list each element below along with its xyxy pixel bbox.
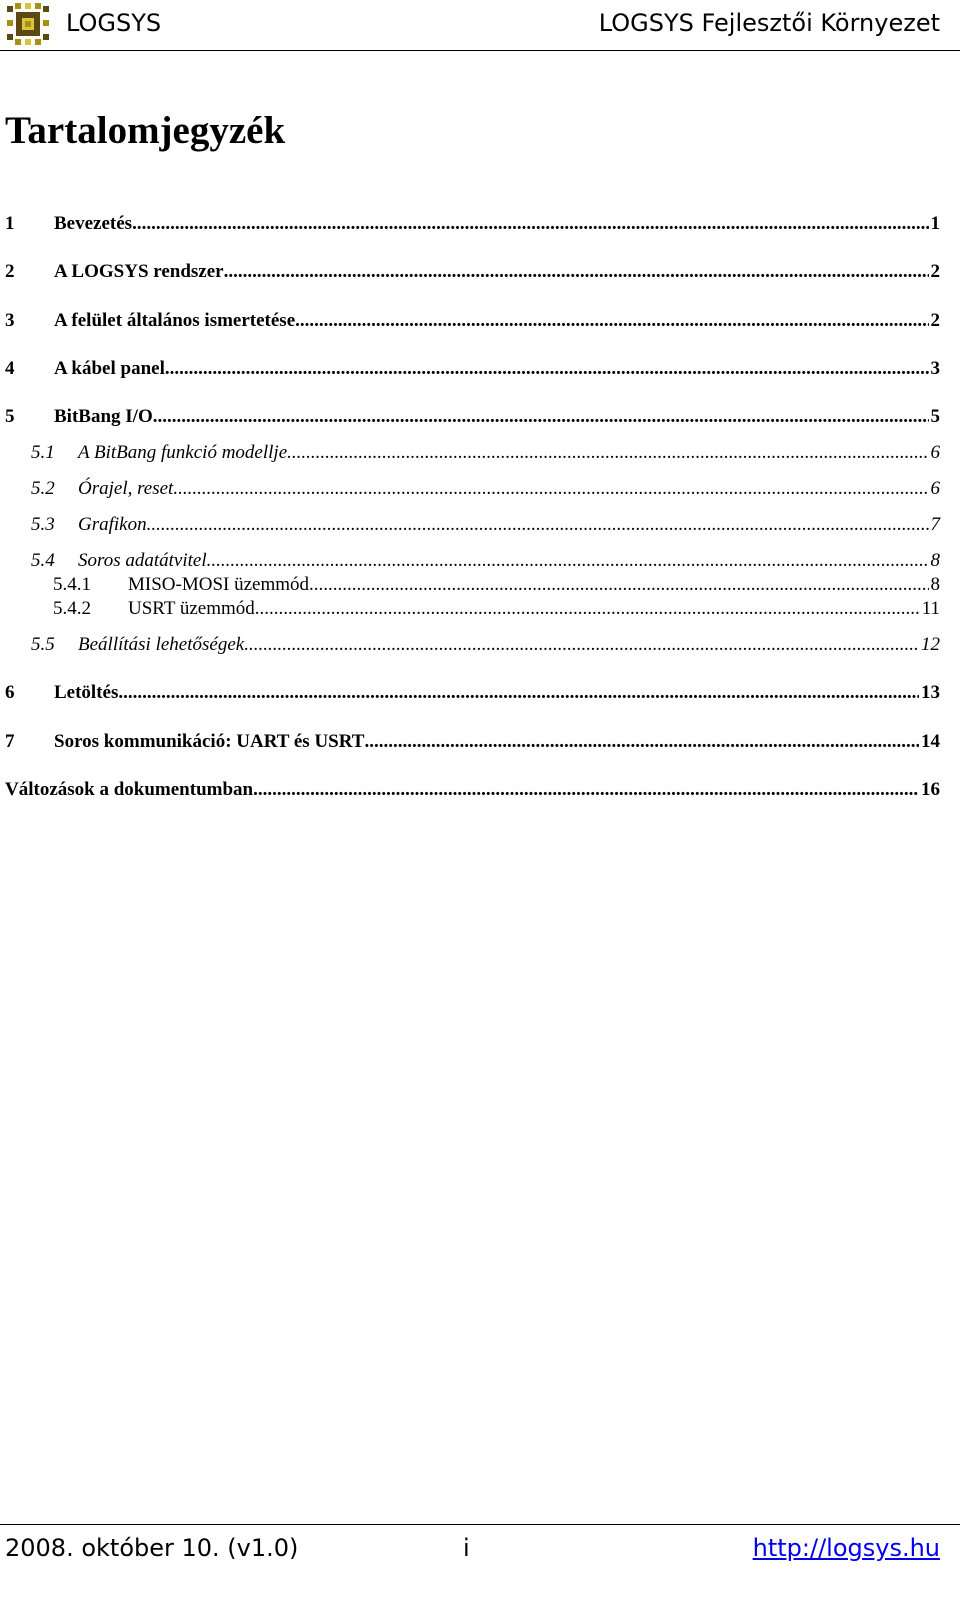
toc-dot-leader bbox=[132, 212, 928, 236]
toc-entry-page: 6 bbox=[930, 442, 940, 463]
toc-entry-number: 5 bbox=[5, 406, 15, 427]
toc-dot-leader bbox=[364, 730, 919, 754]
toc-entry-title: Beállítási lehetőségek bbox=[78, 634, 245, 655]
toc-dot-leader bbox=[255, 597, 920, 621]
toc-entry[interactable] bbox=[5, 212, 940, 236]
toc-dot-leader bbox=[309, 573, 928, 597]
toc-entry-number: 5.1 bbox=[31, 442, 55, 463]
toc-entry[interactable] bbox=[5, 405, 940, 429]
toc-heading: Tartalomjegyzék bbox=[5, 109, 286, 152]
toc-entry-number: 5.4.2 bbox=[53, 598, 91, 619]
toc-entry[interactable] bbox=[31, 441, 940, 465]
toc-entry[interactable] bbox=[5, 730, 940, 754]
toc-entry-title: Bevezetés bbox=[54, 213, 133, 234]
toc-dot-leader bbox=[295, 309, 928, 333]
toc-entry-page: 11 bbox=[921, 598, 940, 619]
toc-entry-number: 2 bbox=[5, 261, 15, 282]
toc-entry-page: 5 bbox=[930, 406, 940, 427]
toc-entry[interactable] bbox=[31, 513, 940, 537]
document-title: LOGSYS Fejlesztői Környezet bbox=[598, 9, 940, 37]
toc-dot-leader bbox=[118, 681, 919, 705]
toc-entry-number: 6 bbox=[5, 682, 15, 703]
toc-entry[interactable] bbox=[5, 681, 940, 705]
toc-entry-number: 5.4 bbox=[31, 550, 55, 571]
toc-entry[interactable] bbox=[5, 778, 940, 802]
toc-entry-number: 1 bbox=[5, 213, 15, 234]
toc-entry-number: 5.5 bbox=[31, 634, 55, 655]
toc-entry-title: Grafikon bbox=[78, 514, 147, 535]
toc-entry-title: A BitBang funkció modellje bbox=[78, 442, 288, 463]
toc-entry-title: A kábel panel bbox=[54, 358, 165, 379]
toc-entry-number: 7 bbox=[5, 731, 15, 752]
toc-entry-title: USRT üzemmód bbox=[128, 598, 255, 619]
toc-entry-page: 1 bbox=[930, 213, 940, 234]
toc-entry[interactable] bbox=[31, 633, 940, 657]
toc-entry-number: 5.4.1 bbox=[53, 574, 91, 595]
page-footer bbox=[0, 1524, 960, 1575]
toc-dot-leader bbox=[165, 357, 929, 381]
toc-entry-page: 6 bbox=[930, 478, 940, 499]
toc-entry-page: 8 bbox=[930, 574, 940, 595]
toc-entry[interactable] bbox=[5, 309, 940, 333]
toc-entry[interactable] bbox=[31, 477, 940, 501]
toc-dot-leader bbox=[287, 441, 928, 465]
toc-entry-title: Változások a dokumentumban bbox=[5, 779, 254, 800]
toc-entry-title: A felület általános ismertetése bbox=[54, 310, 296, 331]
toc-entry[interactable] bbox=[31, 549, 940, 573]
toc-entry-page: 2 bbox=[930, 261, 940, 282]
toc-entry-title: MISO-MOSI üzemmód bbox=[128, 574, 310, 595]
logsys-chip-logo-icon bbox=[7, 3, 49, 45]
footer-date: 2008. október 10. (v1.0) bbox=[5, 1534, 299, 1562]
toc-entry-page: 14 bbox=[921, 731, 940, 752]
toc-entry-title: Soros kommunikáció: UART és USRT bbox=[54, 731, 365, 752]
toc-entry-page: 12 bbox=[921, 634, 940, 655]
toc-entry-page: 3 bbox=[930, 358, 940, 379]
toc-entry-page: 8 bbox=[930, 550, 940, 571]
website-link[interactable]: http://logsys.hu bbox=[752, 1534, 940, 1562]
toc-entry-title: Soros adatátvitel bbox=[78, 550, 207, 571]
toc-dot-leader bbox=[253, 778, 919, 802]
toc-entry[interactable] bbox=[5, 260, 940, 284]
toc-entry-number: 5.3 bbox=[31, 514, 55, 535]
toc-entry-page: 7 bbox=[930, 514, 940, 535]
toc-dot-leader bbox=[244, 633, 919, 657]
toc-entry-title: Órajel, reset bbox=[78, 478, 174, 499]
toc-entry[interactable] bbox=[5, 357, 940, 381]
toc-entry-title: BitBang I/O bbox=[54, 406, 153, 427]
toc-dot-leader bbox=[224, 260, 929, 284]
toc-dot-leader bbox=[153, 405, 929, 429]
toc-entry-title: A LOGSYS rendszer bbox=[54, 261, 224, 282]
toc-entry[interactable] bbox=[53, 597, 940, 621]
toc-dot-leader bbox=[147, 513, 929, 537]
toc-entry[interactable] bbox=[53, 573, 940, 597]
toc-dot-leader bbox=[207, 549, 929, 573]
toc-entry-number: 5.2 bbox=[31, 478, 55, 499]
toc-dot-leader bbox=[173, 477, 928, 501]
toc-entry-page: 16 bbox=[921, 779, 940, 800]
toc-entry-number: 3 bbox=[5, 310, 15, 331]
toc-entry-page: 2 bbox=[930, 310, 940, 331]
page-header bbox=[0, 0, 960, 51]
footer-page-number: i bbox=[463, 1534, 470, 1562]
toc-entry-page: 13 bbox=[921, 682, 940, 703]
brand-name: LOGSYS bbox=[66, 9, 162, 37]
toc-entry-number: 4 bbox=[5, 358, 15, 379]
toc-entry-title: Letöltés bbox=[54, 682, 119, 703]
